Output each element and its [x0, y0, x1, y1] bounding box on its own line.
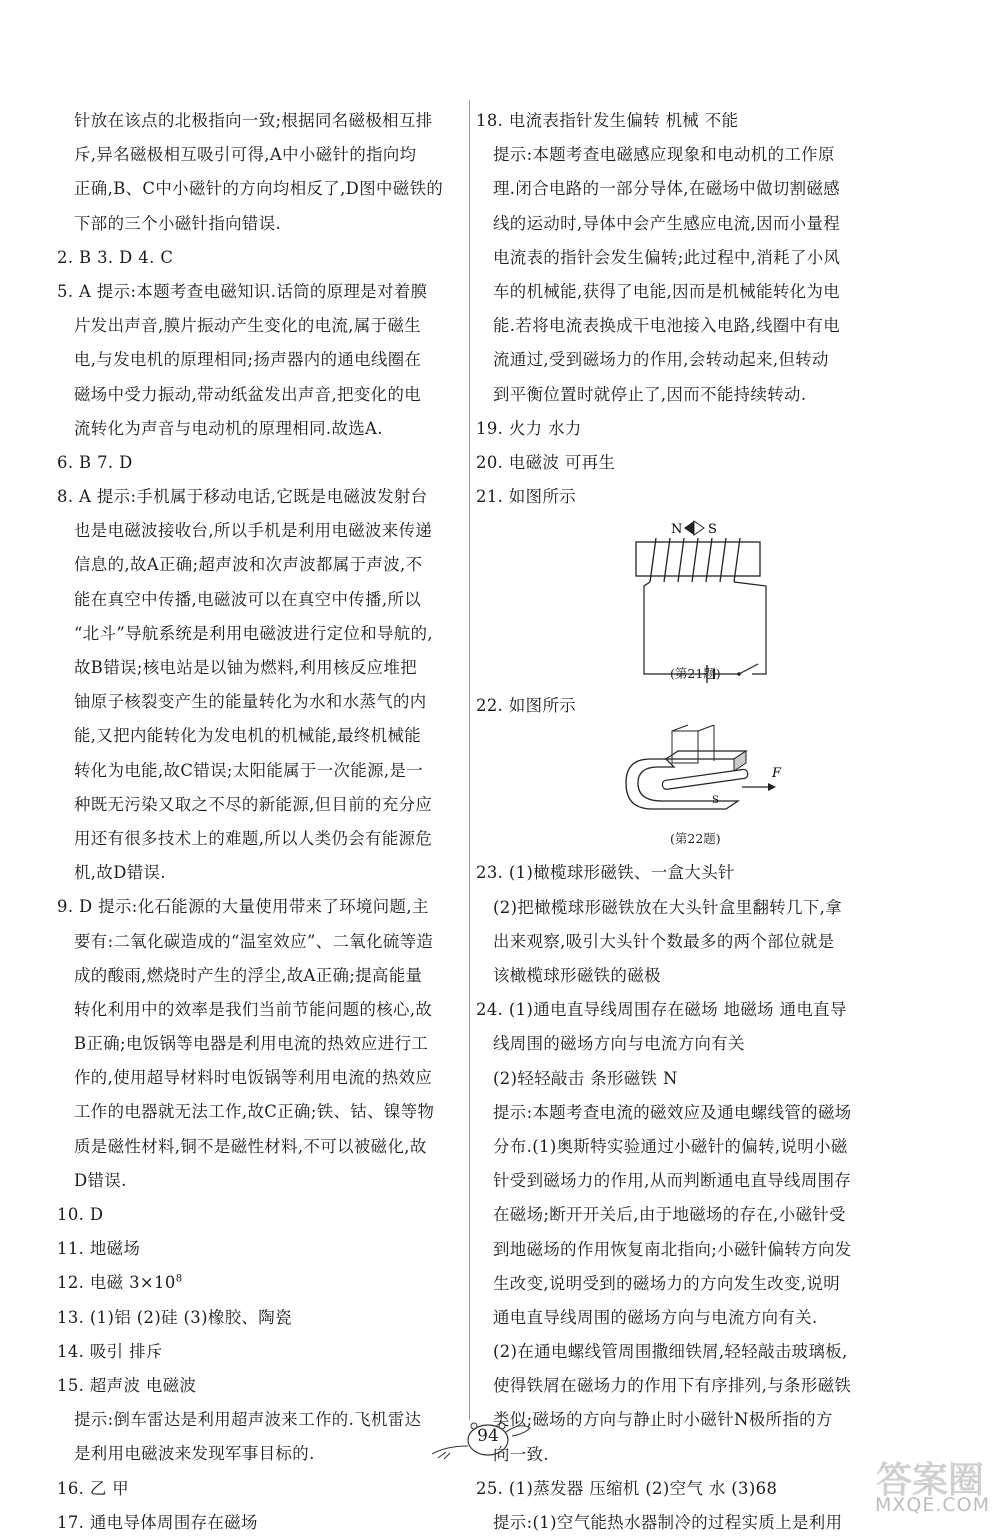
- answer-line: 5. A 提示:本题考查电磁知识.话筒的原理是对着膜: [57, 281, 428, 301]
- answer-line: 11. 地磁场: [57, 1239, 141, 1259]
- text-line: 种既无污染又取之不尽的新能源,但目前的充分应: [74, 794, 433, 814]
- text-line: 流通过,受到磁场力的作用,会转动起来,但转动: [493, 350, 829, 370]
- answer-line: 6. B 7. D: [57, 452, 133, 472]
- circuit-wire-right: [734, 582, 766, 674]
- answer-line: 2. B 3. D 4. C: [57, 247, 174, 267]
- magnet-top-arm: [666, 751, 746, 759]
- text-line: 到地磁场的作用恢复南北指向;小磁针偏转方向发: [493, 1239, 852, 1259]
- text-line: 流转化为声音与电动机的原理相同.故选A.: [74, 418, 383, 438]
- page-number: 94: [477, 1426, 499, 1446]
- text-line: 工作的电器就无法工作,故C正确;铁、钴、镍等物: [74, 1102, 435, 1122]
- text-line: 针放在该点的北极指向一致;根据同名磁极相互排: [74, 111, 433, 130]
- text-line: 信息的,故A正确;超声波和次声波都属于声波,不: [74, 555, 423, 575]
- answer-line: 8. A 提示:手机属于移动电话,它既是电磁波发射台: [57, 487, 428, 507]
- text-line: 要有:二氧化碳造成的“温室效应”、二氧化硫等造: [74, 931, 434, 951]
- text-line: 提示:本题考查电流的磁效应及通电螺线管的磁场: [493, 1102, 852, 1122]
- watermark-site: MXQE.COM: [874, 1494, 990, 1516]
- answer-line: 24. (1)通电直导线周围存在磁场 地磁场 通电直导: [476, 1000, 847, 1020]
- text-line: 电流表的指针会发生偏转;此过程中,消耗了小风: [493, 247, 841, 267]
- text-line: 线周围的磁场方向与电流方向有关: [493, 1034, 745, 1054]
- text-line: 用还有很多技术上的难题,所以人类仍会有能源危: [74, 828, 433, 848]
- text-line: 磁场中受力振动,带动纸盆发出声音,把变化的电: [74, 384, 422, 404]
- text-line: 转化为电能,故C错误;太阳能属于一次能源,是一: [74, 760, 424, 780]
- figure-21-caption: (第21题): [670, 666, 721, 682]
- text-line: 在磁场;断开开关后,由于地磁场的存在,小磁针受: [493, 1205, 846, 1225]
- text-line: 分布.(1)奥斯特实验通过小磁针的偏转,说明小磁: [493, 1136, 848, 1156]
- conductor-rod: [662, 769, 748, 790]
- text-line: (2)轻轻敲击 条形磁铁 N: [493, 1068, 678, 1088]
- text-line: (2)把橄榄球形磁铁放在大头针盒里翻转几下,拿: [493, 897, 843, 917]
- text-line: 故B错误;核电站是以铀为燃料,利用核反应堆把: [74, 658, 417, 677]
- answer-line: 13. (1)铝 (2)硅 (3)橡胶、陶瓷: [57, 1307, 292, 1327]
- answer-line: 23. (1)橄榄球形磁铁、一盒大头针: [476, 863, 735, 883]
- wire-lead: [672, 725, 688, 731]
- text-line: 电,与发电机的原理相同;扬声器内的通电线圈在: [74, 350, 422, 370]
- left-column: [57, 104, 460, 1540]
- solenoid-circuit-diagram: [476, 514, 896, 689]
- answer-line-12: [57, 1266, 460, 1300]
- text-line: D错误.: [74, 1170, 127, 1190]
- watermark-logo: 答案圈: [875, 1460, 984, 1501]
- text-line: 类似;磁场的方向与静止时小磁针N极所指的方: [493, 1410, 833, 1430]
- answer-line: 21. 如图所示: [476, 487, 577, 507]
- right-column: [476, 104, 896, 1540]
- text-line: 提示:倒车雷达是利用超声波来工作的.飞机雷达: [74, 1410, 422, 1430]
- text-line: 该橄榄球形磁铁的磁极: [493, 966, 661, 985]
- switch-lever: [739, 664, 758, 674]
- answer-line: 9. D 提示:化石能源的大量使用带来了环境问题,主: [57, 897, 429, 917]
- text-line: 能在真空中传播,电磁波可以在真空中传播,所以: [74, 589, 422, 609]
- south-pole-label: S: [708, 522, 717, 538]
- text-line: 通电直导线周围的磁场方向与电流方向有关.: [493, 1307, 818, 1327]
- text-line: 线的运动时,导体中会产生感应电流,因而小量程: [493, 213, 841, 233]
- answer-12-text: 12. 电磁 3×10: [57, 1273, 176, 1293]
- answer-line: 19. 火力 水力: [476, 418, 582, 438]
- text-line: 车的机械能,获得了电能,因而是机械能转化为电: [493, 281, 841, 301]
- text-line: 正确,B、C中小磁针的方向均相反了,D图中磁铁的: [74, 179, 444, 199]
- answer-line: 15. 超声波 电磁波: [57, 1375, 197, 1395]
- text-line: (2)在通电螺线管周围撒细铁屑,轻轻敲击玻璃板,: [493, 1342, 848, 1362]
- answer-line: 10. D: [57, 1205, 104, 1224]
- answer-line: 16. 乙 甲: [57, 1478, 130, 1498]
- text-line: 是利用电磁波来发现军事目标的.: [74, 1444, 315, 1464]
- text-line: 生改变,说明受到的磁场力的方向发生改变,说明: [493, 1273, 841, 1293]
- answer-line: 17. 通电导体周围存在磁场: [57, 1512, 258, 1532]
- force-label: F: [772, 766, 782, 782]
- text-line: 理.闭合电路的一部分导体,在磁场中做切割磁感: [493, 179, 841, 199]
- figure-21: [476, 514, 896, 689]
- answer-line: 22. 如图所示: [476, 696, 577, 716]
- text-line: 向一致.: [493, 1444, 549, 1464]
- text-line: 成的酸雨,燃烧时产生的浮尘,故A正确;提高能量: [74, 965, 423, 985]
- answer-line: 14. 吸引 排斥: [57, 1341, 163, 1361]
- text-line: 下部的三个小磁针指向错误.: [74, 213, 282, 233]
- text-line: “北斗”导航系统是利用电磁波进行定位和导航的,: [74, 623, 433, 643]
- answer-line: 25. (1)蒸发器 压缩机 (2)空气 水 (3)68: [476, 1478, 778, 1498]
- text-line: 提示:本题考查电磁感应现象和电动机的工作原: [493, 145, 835, 165]
- compass-needle-north-half: [684, 521, 694, 535]
- text-line: 铀原子核裂变产生的能量转化为水和水蒸气的内: [74, 692, 427, 712]
- column-divider: [469, 100, 470, 1420]
- exponent: 8: [175, 1273, 183, 1285]
- text-line: 片发出声音,膜片振动产生变化的电流,属于磁生: [74, 316, 422, 336]
- text-line: 机,故D错误.: [74, 863, 166, 883]
- text-line: 到平衡位置时就停止了,因而不能持续转动.: [493, 384, 807, 404]
- north-pole-label: N: [671, 522, 683, 538]
- text-line: 斥,异名磁极相互吸引可得,A中小磁针的指向均: [74, 145, 417, 165]
- text-line: 质是磁性材料,铜不是磁性材料,不可以被磁化,故: [74, 1136, 427, 1156]
- text-line: 提示:(1)空气能热水器制冷的过程实质上是利用: [493, 1513, 843, 1532]
- watermark: [808, 1452, 994, 1520]
- answer-line: 18. 电流表指针发生偏转 机械 不能: [476, 111, 739, 130]
- magnet-pole-label: S: [712, 795, 719, 807]
- text-line: 出来观察,吸引大头针个数最多的两个部位就是: [493, 931, 835, 951]
- figure-22: [476, 723, 896, 856]
- page-number-badge: [428, 1418, 558, 1462]
- compass-needle-south-half: [694, 521, 704, 535]
- text-line: 转化利用中的效率是我们当前节能问题的核心,故: [74, 999, 433, 1019]
- text-line: 也是电磁波接收台,所以手机是利用电磁波来传递: [74, 521, 433, 541]
- answer-line: 20. 电磁波 可再生: [476, 452, 616, 472]
- text-line: 能,又把内能转化为发电机的机械能,最终机械能: [74, 726, 422, 746]
- wire-lead: [698, 725, 714, 731]
- text-line: B正确;电饭锅等电器是利用电流的热效应进行工: [74, 1034, 429, 1054]
- force-arrow-head: [768, 783, 776, 791]
- figure-22-caption: (第22题): [670, 831, 721, 847]
- text-line: 针受到磁场力的作用,从而判断通电直导线周围存: [493, 1171, 852, 1191]
- circuit-wire-left: [644, 582, 708, 674]
- text-line: 使得铁屑在磁场力的作用下有序排列,与条形磁铁: [493, 1376, 852, 1396]
- text-line: 作的,使用超导材料时电饭锅等利用电流的热效应: [74, 1068, 433, 1088]
- text-line: 能.若将电流表换成干电池接入电路,线圈中有电: [493, 316, 841, 336]
